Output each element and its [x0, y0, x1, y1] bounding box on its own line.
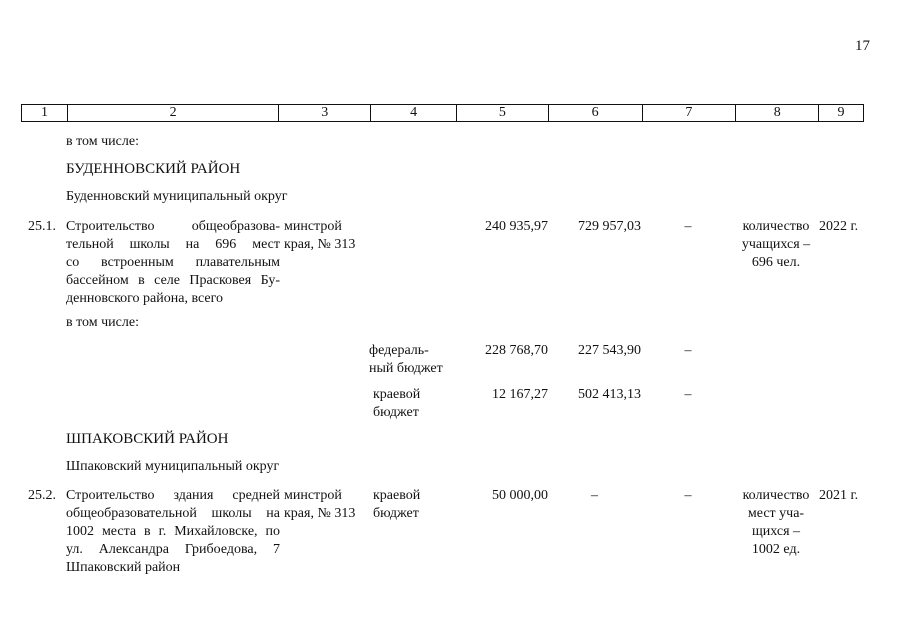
result-line: 696 чел.: [751, 255, 801, 270]
customer-line: края, № 313: [284, 237, 356, 252]
funding-source-line: бюджет: [373, 405, 419, 420]
row-number: 25.1.: [28, 219, 56, 234]
value-col6: –: [591, 488, 598, 503]
including-label: в том числе:: [66, 134, 139, 149]
value-col5: 12 167,27: [492, 387, 548, 402]
value-col6: 729 957,03: [578, 219, 641, 234]
value-col5: 50 000,00: [492, 488, 548, 503]
project-name-line: Строительство общеобразова-: [66, 219, 280, 234]
value-col6: 502 413,13: [578, 387, 641, 402]
result-line: учащихся –: [741, 237, 811, 252]
municipal-heading: Буденновский муниципальный округ: [66, 189, 288, 204]
header-col-1: 1: [22, 105, 68, 121]
header-col-5: 5: [457, 105, 549, 121]
including-label: в том числе:: [66, 315, 139, 330]
column-number-header: [21, 104, 864, 122]
value-col5: 228 768,70: [485, 343, 548, 358]
header-col-4: 4: [371, 105, 457, 121]
district-heading: ШПАКОВСКИЙ РАЙОН: [66, 431, 229, 447]
project-name-line: Строительство здания средней: [66, 488, 280, 503]
funding-source-line: краевой: [373, 387, 421, 402]
result-line: количество: [742, 219, 810, 234]
result-line: количество: [742, 488, 810, 503]
header-col-9: 9: [837, 105, 845, 120]
row-number: 25.2.: [28, 488, 56, 503]
project-name-line: тельной школы на 696 мест: [66, 237, 280, 252]
project-name-line: денновского района, всего: [66, 291, 223, 306]
project-name-line: 1002 места в г. Михайловске, по: [66, 524, 280, 539]
funding-source-line: краевой: [373, 488, 421, 503]
year: 2022 г.: [819, 219, 859, 234]
value-col5: 240 935,97: [485, 219, 548, 234]
header-col-2: 2: [68, 105, 280, 121]
project-name-line: общеобразовательной школы на: [66, 506, 280, 521]
district-heading: БУДЕННОВСКИЙ РАЙОН: [66, 161, 241, 177]
customer-line: минстрой: [284, 219, 342, 234]
project-name-line: Шпаковский район: [66, 560, 181, 575]
header-col-7: 7: [643, 105, 737, 121]
project-name-line: бассейном в селе Прасковея Бу-: [66, 273, 280, 288]
header-col-3: 3: [279, 105, 371, 121]
value-col7: –: [684, 219, 692, 234]
page-number: 17: [855, 38, 870, 54]
header-col-6: 6: [549, 105, 643, 121]
result-line: щихся –: [751, 524, 801, 539]
funding-source-line: ный бюджет: [369, 361, 443, 376]
funding-source-line: бюджет: [373, 506, 419, 521]
customer-line: минстрой: [284, 488, 342, 503]
value-col7: –: [684, 343, 692, 358]
header-col-8: 8: [736, 105, 819, 121]
municipal-heading: Шпаковский муниципальный округ: [66, 459, 280, 474]
project-name-line: ул. Александра Грибоедова, 7: [66, 542, 280, 557]
result-line: мест уча-: [747, 506, 805, 521]
project-name-line: со встроенным плавательным: [66, 255, 280, 270]
value-col7: –: [684, 387, 692, 402]
value-col6: 227 543,90: [578, 343, 641, 358]
year: 2021 г.: [819, 488, 859, 503]
funding-source-line: федераль-: [369, 343, 429, 358]
customer-line: края, № 313: [284, 506, 356, 521]
value-col7: –: [684, 488, 692, 503]
result-line: 1002 ед.: [751, 542, 801, 557]
